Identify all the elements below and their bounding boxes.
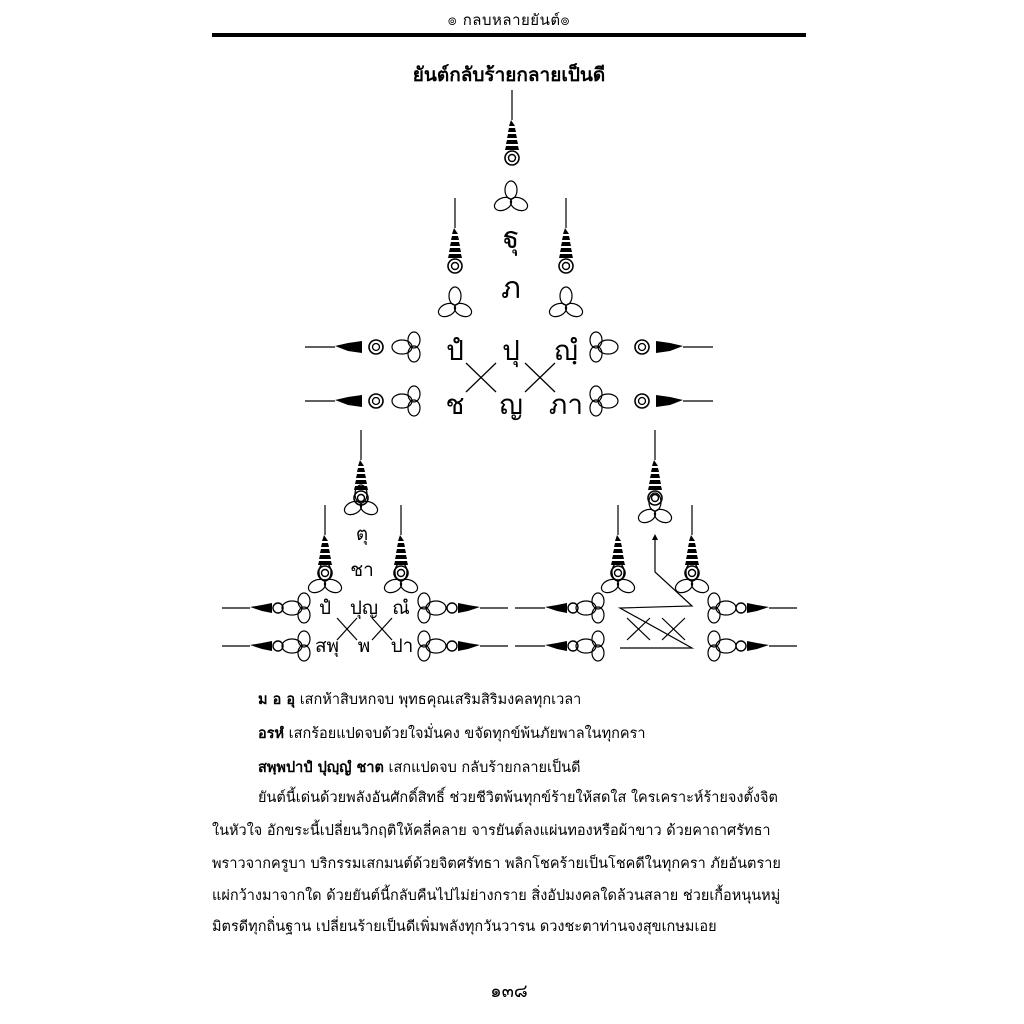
right-horizontal-spires — [635, 340, 713, 408]
small-yantra-right — [515, 430, 797, 661]
small-stack-2: ชา — [350, 559, 374, 581]
paragraph-line-5: มิตรดีทุกถิ่นฐาน เปลี่ยนร้ายเป็นดีเพิ่มพลังทุกวันวารน ดวงชะตาท่านจงสุขเกษมเอย — [212, 919, 717, 935]
main-row1-2: ปุ — [502, 334, 520, 367]
running-header: ๏ กลบหลายยันต์๏ — [447, 11, 571, 29]
spire-top — [505, 90, 519, 165]
knot-small-left — [306, 563, 343, 595]
knot-left-2 — [392, 386, 420, 416]
knot-small-side — [282, 631, 310, 661]
spire-upper-right — [559, 198, 573, 273]
small-row2-1: สพุ — [314, 635, 340, 657]
knot-right-side — [708, 631, 736, 661]
spire-upper-left — [448, 198, 462, 273]
small-row1-2: ปุญ — [349, 597, 379, 619]
paragraph-line-4: แผ่กว้างมาจากใด ด้วยยันต์นี้กลับคืนไปไม่ย่างกราย สิ่งอัปมงคลใดล้วนสลาย ช่วยเกื้อหนุนหมู่ — [212, 888, 781, 904]
small-row2-3: ปา — [390, 635, 414, 657]
main-stack-2: ภ — [501, 271, 521, 306]
knot-upper-right — [547, 287, 584, 319]
small-yantra-left — [222, 430, 508, 661]
knot-small-side — [282, 593, 310, 623]
main-row1-3: ญฺํ — [554, 334, 578, 367]
knot-small-side — [418, 593, 446, 623]
main-stack-1: ฐุ — [502, 221, 520, 256]
small-stack-1: ตุ — [355, 523, 369, 545]
yantra-title: ยันต์กลับร้ายกลายเป็นดี — [412, 64, 606, 86]
knot-right-right — [673, 563, 710, 595]
knot-right-side — [708, 593, 736, 623]
spire-right-right — [685, 505, 699, 580]
knot-right-1 — [590, 332, 618, 362]
mantra-text-1: เสกห้าสิบหกจบ พุทธคุณเสริมสิริมงคลทุกเวลา — [299, 692, 582, 708]
left-horizontal-spires — [305, 340, 383, 408]
knot-right-side — [576, 593, 604, 623]
main-row1-1: ปํ — [446, 334, 464, 367]
knot-right-left — [599, 563, 636, 595]
knot-left-1 — [392, 332, 420, 362]
knot-right-side — [576, 631, 604, 661]
knot-top — [492, 181, 529, 213]
stroke-path — [620, 540, 692, 648]
knot-right-2 — [590, 386, 618, 416]
small-row1-1: ปํ — [318, 597, 332, 619]
mantra-key-2: อรหํ — [258, 725, 285, 742]
paragraph-line-1: ยันต์นี้เด่นด้วยพลังอันศักดิ์สิทธิ์ ช่วยชีวิตพ้นทุกข์ร้ายให้สดใส ใครเคราะห์ร้ายจงตั้งจิต — [258, 790, 778, 806]
knot-small-side — [418, 631, 446, 661]
main-row2-2: ญ — [499, 388, 523, 421]
paragraph-line-3: พราวจากครูบา บริกรรมเสกมนต์ด้วยจิตศรัทธา พลิกโชคร้ายเป็นโชคดีในทุกครา ภัยอันตราย — [212, 856, 781, 872]
spire-small-right — [394, 505, 408, 580]
mantra-text-3: เสกแปดจบ กลับร้ายกลายเป็นดี — [388, 760, 581, 776]
mantra-line-2 — [258, 722, 646, 745]
spire-right-top — [648, 430, 662, 505]
paragraph-line-2: ในหัวใจ อักขระนี้เปลี่ยนวิกฤติให้คลี่คลาย จารยันต์ลงแผ่นทองหรือผ้าขาว ด้วยคาถาศรัทธา — [212, 823, 771, 839]
knot-right-top — [636, 493, 673, 525]
small-row1-3: ณํ — [392, 597, 410, 619]
main-yantra — [305, 90, 713, 421]
page-number: ๑๓๘ — [490, 981, 528, 1002]
mantra-key-3: สพฺพปาปํ ปุญฺญํ ชาต — [258, 759, 384, 776]
main-row2-3: ภา — [548, 388, 584, 421]
mantra-text-2: เสกร้อยแปดจบด้วยใจมั่นคง ขจัดทุกข์พ้นภัยพาลในทุกครา — [288, 726, 646, 742]
spire-small-left — [318, 505, 332, 580]
mantra-line-1 — [258, 688, 581, 711]
knot-small-right — [382, 563, 419, 595]
spire-right-left — [611, 505, 625, 580]
small-row2-2: พ — [357, 635, 371, 657]
mantra-key-1: ม อ อุ — [258, 691, 296, 708]
mantra-line-3 — [258, 756, 581, 779]
spire-small-top — [354, 430, 368, 505]
knot-upper-left — [436, 287, 473, 319]
main-row2-1: ช — [445, 388, 465, 421]
